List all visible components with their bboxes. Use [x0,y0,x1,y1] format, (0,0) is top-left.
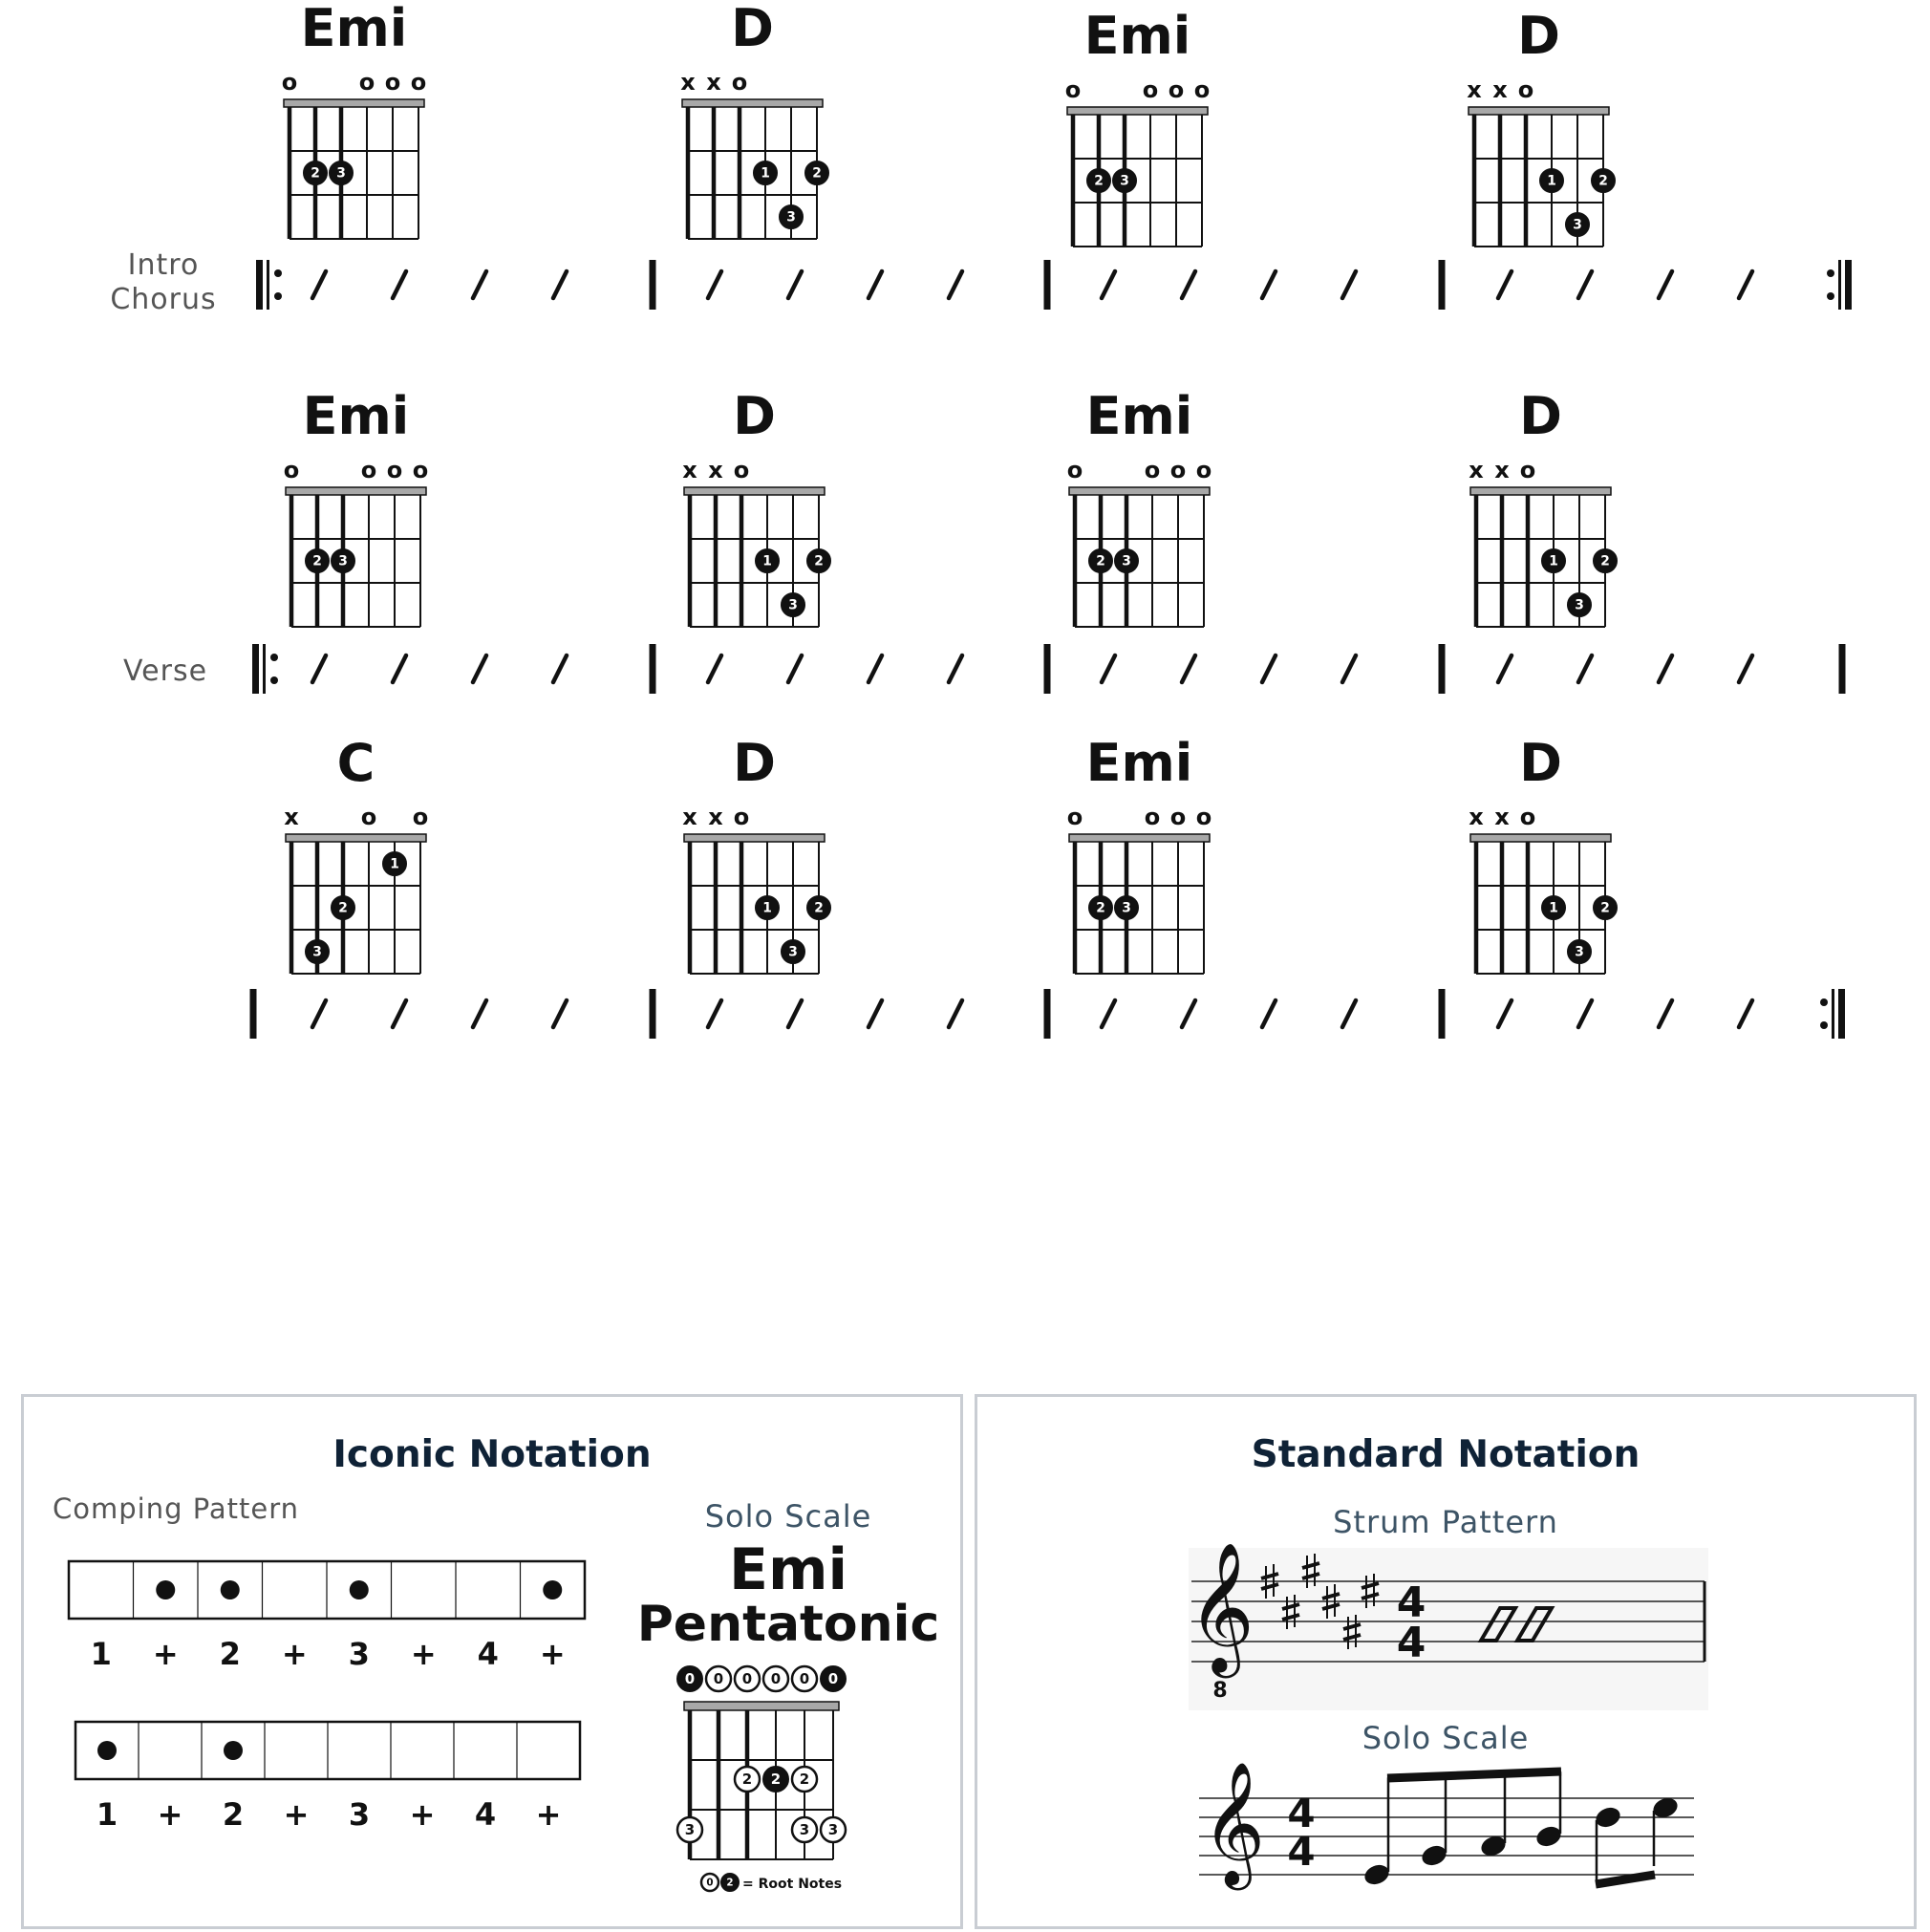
finger-dot-label: 3 [788,597,798,613]
barline [1439,989,1446,1039]
rhythm-slash [473,271,486,298]
rhythm-slash [1182,655,1195,682]
finger-dot-label: 3 [312,944,322,960]
barline [1839,644,1846,694]
rhythm-slash [1342,271,1356,298]
beat-count-label: + [157,1796,183,1833]
comping-hit-dot [97,1741,117,1760]
finger-dot-label: 1 [1549,900,1558,916]
chord-diagram-emi-2-2 [1067,733,1212,974]
finger-dot-label: 2 [1094,173,1104,189]
string-marker: o [1144,804,1161,830]
finger-dot-label: 3 [338,553,348,569]
beat-count-label: + [535,1796,562,1833]
nut [1469,107,1609,115]
rhythm-slash [788,655,802,682]
progression-row-3 [250,733,1846,1039]
string-marker: o [358,69,375,96]
string-marker: o [386,457,403,483]
beat-count-label: 1 [96,1796,118,1833]
string-marker: o [1519,457,1536,483]
progression-row-2 [123,386,1846,694]
chord-diagram-c-2-0 [284,733,428,974]
rhythm-slash [949,271,962,298]
rhythm-slash [1262,655,1276,682]
barline [1439,644,1446,694]
comping-pattern-2 [75,1722,580,1833]
string-marker: o [384,69,401,96]
string-marker: o [1193,76,1211,103]
finger-dot-label: 3 [1575,944,1584,960]
finger-dot-label: 2 [338,900,348,916]
nut [1069,487,1210,495]
solo-scale-staff [1199,1761,1694,1891]
beat-count-label: + [410,1636,437,1672]
rhythm-slash [708,271,721,298]
barline [650,260,656,310]
beat-count-label: + [283,1796,310,1833]
comping-pattern-label: Comping Pattern [53,1492,300,1525]
repeat-dot [274,269,282,277]
finger-dot-label: 1 [390,856,399,872]
string-marker: o [1066,457,1083,483]
chord-diagram-d-0-3 [1467,6,1615,247]
string-marker: x [284,804,299,830]
finger-dot-label: 1 [762,553,772,569]
rhythm-slash [1102,655,1115,682]
chord-name: C [336,733,375,793]
rhythm-slash [868,271,882,298]
comping-hit-dot [224,1741,243,1760]
open-note-root-label: 0 [827,1669,839,1687]
string-marker: x [682,457,697,483]
repeat-barline-thin [267,260,269,310]
rhythm-slash [553,655,567,682]
repeat-barline-thick [1845,260,1852,310]
rhythm-slash [1182,271,1195,298]
standard-notation-graphics [977,1397,1914,1932]
beat-count-label: + [409,1796,436,1833]
chord-diagram-d-1-1 [682,386,830,627]
strum-pattern-label: Strum Pattern [1333,1504,1558,1540]
rhythm-slash [868,655,882,682]
beat-count-label: 4 [477,1636,499,1672]
repeat-dot [274,292,282,300]
string-marker: o [1142,76,1159,103]
open-note-root-label: 0 [684,1669,696,1687]
finger-dot-label: 2 [1600,900,1610,916]
comping-hit-dot [156,1580,175,1599]
finger-dot-label: 3 [1122,900,1131,916]
string-marker: o [733,804,750,830]
barline [650,644,656,694]
beat-count-label: + [281,1636,308,1672]
string-marker: o [1169,804,1187,830]
repeat-dot [270,654,278,661]
finger-dot-label: 2 [312,553,322,569]
string-marker: x [708,804,723,830]
beat-count-label: 2 [219,1636,241,1672]
nut [1470,487,1611,495]
finger-dot-label: 1 [762,900,772,916]
rhythm-slash [393,655,406,682]
nut [684,1702,839,1710]
rhythm-slash [473,655,486,682]
finger-dot-label: 2 [814,900,824,916]
clef-octave-mark: 8 [1212,1679,1228,1703]
iconic-notation-title: Iconic Notation [332,1433,652,1476]
rhythm-slash [708,1000,721,1027]
beat-count-label: + [152,1636,179,1672]
rhythm-slash [1739,1000,1752,1027]
chord-name: D [1519,733,1562,793]
rhythm-slash [1578,271,1592,298]
rhythm-slash [1102,1000,1115,1027]
beat-count-label: 1 [90,1636,112,1672]
beat-count-label: 3 [348,1796,371,1833]
strum-pattern-staff [1188,1540,1708,1710]
note-beam [1387,1771,1561,1778]
string-marker: o [1517,76,1534,103]
finger-dot-label: 2 [1096,900,1105,916]
finger-dot-label: 3 [1120,173,1129,189]
comping-pattern-1 [69,1561,585,1672]
string-marker: x [1492,76,1508,103]
rhythm-slash [1262,271,1276,298]
nut [1067,107,1208,115]
repeat-dot [270,676,278,684]
nut [286,487,426,495]
string-marker: x [1494,457,1510,483]
rhythm-slash [1498,1000,1512,1027]
chord-name: Emi [1085,733,1193,793]
repeat-barline-thick [1838,989,1845,1039]
string-marker: o [1169,457,1187,483]
open-note-plain-label: 0 [770,1669,782,1687]
finger-dot-label: 3 [1122,553,1131,569]
string-marker: o [1064,76,1082,103]
string-marker: x [682,804,697,830]
rhythm-slash [1578,655,1592,682]
repeat-barline-thick [256,260,263,310]
legend-root-glyph-label: 0 [706,1877,714,1889]
barline [650,989,656,1039]
repeat-dot [1820,1021,1828,1029]
beat-count-label: + [539,1636,566,1672]
beat-count-label: 4 [474,1796,497,1833]
section-label: Intro [127,248,200,282]
time-signature-top: 4 [1396,1578,1426,1627]
finger-dot-label: 3 [786,209,796,225]
chord-diagram-emi-0-0 [282,0,427,239]
nut [684,834,825,842]
chord-name: Emi [302,386,410,446]
repeat-dot [1827,292,1834,300]
finger-dot-label: 2 [812,165,822,182]
comping-hit-dot [543,1580,562,1599]
string-marker: x [1469,804,1484,830]
chord-name: Emi [1083,6,1191,66]
string-marker: o [1195,804,1212,830]
string-marker: x [1467,76,1482,103]
rhythm-slash [1342,655,1356,682]
finger-dot-label: 1 [1547,173,1556,189]
rhythm-slash [1182,1000,1195,1027]
string-marker: o [412,457,429,483]
section-label: Chorus [110,283,217,316]
scale-dot-label: 3 [684,1820,696,1838]
string-marker: x [708,457,723,483]
nut [1069,834,1210,842]
string-marker: o [1519,804,1536,830]
time-signature-top: 4 [1287,1790,1316,1836]
finger-dot-label: 3 [1575,597,1584,613]
solo-scale-name-line1: Emi [728,1536,848,1603]
rhythm-slash [949,655,962,682]
finger-dot-label: 2 [1598,173,1608,189]
standard-notation-title: Standard Notation [1251,1433,1640,1476]
repeat-barline-thin [1832,989,1834,1039]
time-signature-bottom: 4 [1287,1828,1316,1875]
note-beam [1596,1875,1655,1884]
chord-name: Emi [300,0,408,58]
chord-diagram-d-1-3 [1469,386,1617,627]
iconic-notation-panel [21,1394,963,1929]
string-marker: o [281,69,298,96]
chord-name: D [733,386,776,446]
rhythm-slash [1739,655,1752,682]
string-marker: o [731,69,748,96]
finger-dot-label: 1 [1549,553,1558,569]
beat-count-label: 3 [348,1636,370,1672]
string-marker: x [1494,804,1510,830]
finger-dot-label: 2 [1600,553,1610,569]
repeat-dot [1827,269,1834,277]
scale-root-dot-label: 2 [770,1770,782,1788]
open-note-plain-label: 0 [713,1669,724,1687]
rhythm-slash [949,1000,962,1027]
rhythm-slash [312,271,326,298]
rhythm-slash [553,271,567,298]
chord-diagram-emi-1-0 [284,386,429,627]
string-marker: o [283,457,300,483]
rhythm-slash [1498,271,1512,298]
string-marker: o [360,804,377,830]
open-note-plain-label: 0 [741,1669,753,1687]
open-note-plain-label: 0 [799,1669,810,1687]
repeat-barline-thin [1838,260,1841,310]
chord-name: D [733,733,776,793]
finger-dot-label: 2 [814,553,824,569]
rhythm-slash [312,1000,326,1027]
rhythm-slash [1262,1000,1276,1027]
nut [286,834,426,842]
scale-dot-label: 2 [741,1770,753,1788]
finger-dot-label: 1 [761,165,770,182]
rhythm-slash [1498,655,1512,682]
string-marker: o [1195,457,1212,483]
chord-diagram-emi-1-2 [1067,386,1212,627]
rhythm-slash [788,271,802,298]
chord-diagram-d-2-1 [682,733,830,974]
standard-notation-panel [975,1394,1917,1929]
rhythm-slash [1659,655,1672,682]
string-marker: x [706,69,721,96]
barline [1044,260,1051,310]
chord-diagram-d-2-3 [1469,733,1617,974]
nut [682,99,823,107]
standard-solo-scale-label: Solo Scale [1362,1720,1530,1756]
section-label: Verse [122,655,208,688]
rhythm-slash [868,1000,882,1027]
scale-dot-label: 2 [799,1770,810,1788]
finger-dot-label: 2 [311,165,320,182]
finger-dot-label: 3 [788,944,798,960]
scale-dot-label: 3 [799,1820,810,1838]
treble-clef-icon: 𝄞 [1201,1761,1266,1885]
progression-row-1 [110,0,1852,316]
chord-diagram-d-0-1 [680,0,828,239]
rhythm-slash [1659,1000,1672,1027]
rhythm-slash [1102,271,1115,298]
string-marker: o [1066,804,1083,830]
solo-scale-label: Solo Scale [704,1498,872,1535]
string-marker: x [1469,457,1484,483]
rhythm-slash [1342,1000,1356,1027]
finger-dot-label: 2 [1096,553,1105,569]
nut [1470,834,1611,842]
repeat-dot [1820,998,1828,1006]
solo-scale-name-line2: Pentatonic [636,1596,940,1653]
nut [684,487,825,495]
chord-name: D [731,0,774,58]
rhythm-slash [393,1000,406,1027]
solo-scale-diagram [677,1666,846,1892]
barline [250,989,257,1039]
rhythm-slash [788,1000,802,1027]
chord-name: D [1517,6,1560,66]
iconic-notation-graphics [24,1397,960,1932]
barline [1044,644,1051,694]
scale-dot-label: 3 [827,1820,839,1838]
rhythm-slash [312,655,326,682]
rhythm-slash [473,1000,486,1027]
treble-clef-icon: 𝄞 [1188,1540,1254,1673]
rhythm-slash [1739,271,1752,298]
chord-diagram-emi-0-2 [1065,6,1211,247]
rhythm-slash [1578,1000,1592,1027]
string-marker: o [733,457,750,483]
finger-dot-label: 3 [1573,217,1582,233]
chord-name: D [1519,386,1562,446]
repeat-barline-thin [263,644,266,694]
string-marker: o [1144,457,1161,483]
barline [1044,989,1051,1039]
string-marker: o [360,457,377,483]
rhythm-slash [708,655,721,682]
comping-hit-dot [350,1580,369,1599]
root-notes-legend: = Root Notes [742,1877,843,1892]
string-marker: o [1168,76,1185,103]
string-marker: x [680,69,696,96]
string-marker: o [412,804,429,830]
nut [284,99,424,107]
rhythm-slash [1659,271,1672,298]
repeat-barline-thick [252,644,259,694]
barline [1439,260,1446,310]
finger-dot-label: 3 [336,165,346,182]
rhythm-slash [553,1000,567,1027]
legend-root-glyph-label: 2 [726,1877,734,1889]
time-signature-bottom: 4 [1396,1619,1426,1667]
rhythm-slash [393,271,406,298]
beat-count-label: 2 [222,1796,245,1833]
string-marker: o [410,69,427,96]
chord-name: Emi [1085,386,1193,446]
comping-hit-dot [221,1580,240,1599]
